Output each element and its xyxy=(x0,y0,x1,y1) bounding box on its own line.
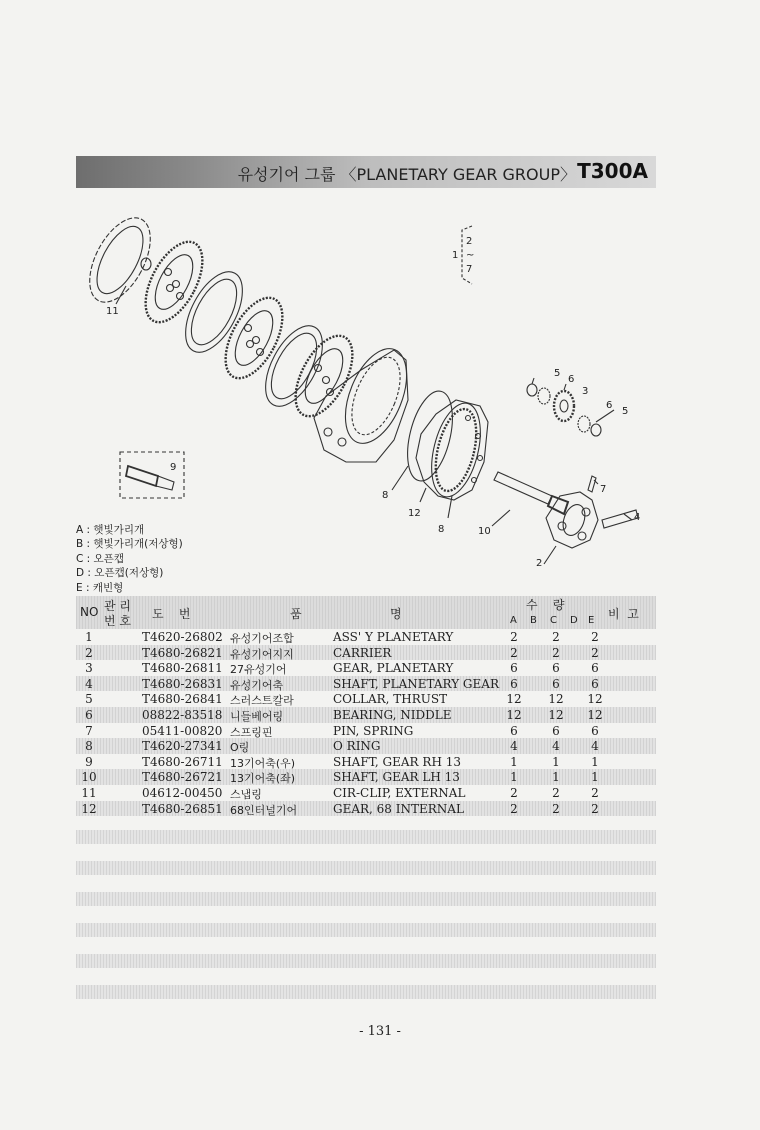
col-remarks: 비 고 xyxy=(608,607,639,621)
cell-qty-c: 12 xyxy=(548,707,564,722)
col-mgmt-bottom: 번 호 xyxy=(104,614,131,628)
gear-shaft-10 xyxy=(494,472,552,504)
cell-qty-a: 1 xyxy=(510,754,518,769)
table-row xyxy=(76,691,656,707)
cell-name-korean: 유성기어지지 xyxy=(230,647,294,661)
callout: 5 xyxy=(622,406,629,417)
cell-drawing-number: T4620-26802 xyxy=(142,630,223,644)
callout: 6 xyxy=(568,374,575,385)
cell-qty-a: 2 xyxy=(510,630,518,644)
cell-qty-e: 2 xyxy=(591,801,599,816)
detail-box-9 xyxy=(120,452,184,498)
o-ring-8 xyxy=(399,387,460,486)
table-row xyxy=(76,676,656,692)
callout: 4 xyxy=(634,512,641,523)
col-qty-b: B xyxy=(530,615,537,626)
disc-2 xyxy=(134,233,214,331)
carrier-2 xyxy=(546,492,598,548)
bearing-6b xyxy=(578,416,590,432)
callout: 11 xyxy=(106,306,119,317)
cell-qty-e: 2 xyxy=(591,785,599,800)
cell-name-english: BEARING, NIDDLE xyxy=(333,707,452,722)
table-row xyxy=(76,738,656,754)
cell-no: 2 xyxy=(85,645,93,660)
cell-qty-c: 2 xyxy=(552,630,560,644)
cell-name-english: PIN, SPRING xyxy=(333,723,414,738)
legend-item: A : 햇빛가리개 xyxy=(76,524,145,536)
section-title-bar xyxy=(76,156,656,188)
planet-gear-3 xyxy=(554,391,574,421)
cell-drawing-number: 04612-00450 xyxy=(142,785,223,800)
cell-drawing-number: T4680-26841 xyxy=(142,692,223,707)
callout: 8 xyxy=(382,490,389,501)
cell-qty-e: 12 xyxy=(587,692,603,707)
cell-drawing-number: T4680-26721 xyxy=(142,770,223,785)
cell-qty-a: 2 xyxy=(510,801,518,816)
callout: 5 xyxy=(554,368,561,379)
col-name-right: 명 xyxy=(390,607,402,621)
cell-name-english: ASS' Y PLANETARY xyxy=(333,630,454,644)
cell-qty-c: 1 xyxy=(552,754,560,769)
cell-no: 6 xyxy=(85,707,93,722)
cell-drawing-number: T4680-26851 xyxy=(142,801,223,816)
cell-qty-c: 12 xyxy=(548,692,564,707)
callout: 1 xyxy=(452,250,459,261)
col-name-left: 품 xyxy=(290,607,302,621)
cell-qty-e: 4 xyxy=(591,739,599,754)
col-drawing: 도 번 xyxy=(152,607,191,621)
cell-no: 11 xyxy=(81,785,97,800)
cell-name-korean: 13기어축(우) xyxy=(230,756,296,770)
cell-qty-a: 12 xyxy=(506,707,522,722)
cell-qty-e: 6 xyxy=(591,723,599,738)
callout: ~ xyxy=(466,250,475,261)
cell-qty-a: 6 xyxy=(510,661,518,676)
shaft-pin-4 xyxy=(602,510,641,528)
legend-item: C : 오픈캡 xyxy=(76,552,124,565)
cell-no: 9 xyxy=(85,754,93,769)
table-row xyxy=(76,769,656,785)
callout: 10 xyxy=(478,526,491,537)
callout: 9 xyxy=(170,462,177,473)
cell-no: 3 xyxy=(85,661,93,676)
callout: 6 xyxy=(606,400,613,411)
cell-qty-e: 1 xyxy=(591,754,599,769)
callout: 7 xyxy=(466,264,473,275)
cell-name-english: SHAFT, GEAR RH 13 xyxy=(333,754,461,769)
table-row xyxy=(76,723,656,739)
collar-5 xyxy=(527,384,537,396)
cell-qty-c: 6 xyxy=(552,723,560,738)
cell-no: 1 xyxy=(85,630,93,644)
cell-qty-e: 1 xyxy=(591,770,599,785)
cell-name-english: GEAR, PLANETARY xyxy=(333,661,454,676)
col-qty-c: C xyxy=(550,615,557,626)
cell-qty-e: 6 xyxy=(591,676,599,691)
cell-name-english: GEAR, 68 INTERNAL xyxy=(333,801,464,816)
cell-name-korean: O링 xyxy=(230,741,250,755)
callout: 7 xyxy=(600,484,607,495)
cell-qty-c: 6 xyxy=(552,676,560,691)
cell-qty-a: 4 xyxy=(510,739,518,754)
cell-qty-a: 6 xyxy=(510,676,518,691)
callout: 2 xyxy=(466,236,473,247)
cell-qty-c: 4 xyxy=(552,739,560,754)
table-row xyxy=(76,785,656,801)
model-code: T300A xyxy=(577,159,648,183)
cell-qty-c: 6 xyxy=(552,661,560,676)
legend-item: D : 오픈캡(저상형) xyxy=(76,567,164,580)
cell-qty-a: 2 xyxy=(510,785,518,800)
table-row xyxy=(76,645,656,661)
col-qty-e: E xyxy=(588,615,595,626)
cell-name-english: CIR-CLIP, EXTERNAL xyxy=(333,785,466,800)
section-title: 유성기어 그룹 〈PLANETARY GEAR GROUP〉 xyxy=(237,165,576,184)
callout: 8 xyxy=(438,524,445,535)
cell-drawing-number: T4680-26831 xyxy=(142,676,223,691)
col-qty-a: A xyxy=(510,615,517,626)
cell-drawing-number: 05411-00820 xyxy=(142,723,223,738)
table-header xyxy=(76,596,656,629)
blank-rows xyxy=(76,830,656,1000)
disc-3 xyxy=(174,263,254,361)
cell-name-english: O RING xyxy=(333,739,381,754)
collar-5b xyxy=(591,424,601,436)
cell-no: 10 xyxy=(81,770,97,785)
cell-qty-e: 12 xyxy=(587,707,603,722)
cell-no: 5 xyxy=(85,692,93,707)
cell-name-korean: 13기어축(좌) xyxy=(230,772,296,786)
cell-qty-a: 12 xyxy=(506,692,522,707)
cell-name-english: SHAFT, GEAR LH 13 xyxy=(333,770,460,785)
cell-drawing-number: T4680-26811 xyxy=(142,661,223,676)
cell-no: 4 xyxy=(85,676,93,691)
cell-drawing-number: 08822-83518 xyxy=(142,707,223,722)
cell-no: 12 xyxy=(81,801,97,816)
col-qty: 수 량 xyxy=(526,598,565,612)
callout: 12 xyxy=(408,508,421,519)
cell-name-korean: 스러스트칼라 xyxy=(230,694,294,708)
cell-name-korean: 니들베어링 xyxy=(230,709,284,723)
cell-qty-a: 6 xyxy=(510,723,518,738)
col-qty-d: D xyxy=(570,615,578,626)
parts-table xyxy=(76,596,656,816)
cell-name-korean: 스프링핀 xyxy=(230,725,273,739)
cell-name-korean: 27유성기어 xyxy=(230,663,287,677)
cell-qty-a: 2 xyxy=(510,645,518,660)
cell-drawing-number: T4620-27341 xyxy=(142,739,223,754)
col-mgmt-top: 관 리 xyxy=(104,599,131,613)
cell-qty-c: 2 xyxy=(552,645,560,660)
cell-drawing-number: T4680-26711 xyxy=(142,754,223,769)
page-number: - 131 - xyxy=(359,1024,401,1039)
table-row xyxy=(76,707,656,723)
legend-item: B : 햇빛가리개(저상형) xyxy=(76,538,183,551)
cell-name-korean: 스냅링 xyxy=(230,787,262,801)
table-row xyxy=(76,660,656,676)
cell-qty-e: 2 xyxy=(591,645,599,660)
table-row xyxy=(76,629,656,645)
cell-no: 7 xyxy=(85,723,93,738)
disc-4 xyxy=(214,289,294,387)
model-legend xyxy=(76,523,183,595)
cell-qty-c: 2 xyxy=(552,785,560,800)
cell-name-korean: 유성기어축 xyxy=(230,678,284,692)
callout: 2 xyxy=(536,558,543,569)
legend-item: E : 캐빈형 xyxy=(76,581,124,594)
cell-qty-e: 6 xyxy=(591,661,599,676)
table-row xyxy=(76,801,656,817)
cell-name-korean: 68인터널기어 xyxy=(230,803,298,817)
cell-drawing-number: T4680-26821 xyxy=(142,645,223,660)
bearing-6 xyxy=(538,388,550,404)
cell-qty-c: 2 xyxy=(552,801,560,816)
cell-name-english: CARRIER xyxy=(333,645,392,660)
cell-no: 8 xyxy=(85,739,93,754)
cell-name-korean: 유성기어조합 xyxy=(230,632,294,645)
callout: 3 xyxy=(582,386,589,397)
cell-qty-a: 1 xyxy=(510,770,518,785)
col-no: NO xyxy=(80,605,99,619)
cell-qty-e: 2 xyxy=(591,630,599,644)
cell-name-english: SHAFT, PLANETARY GEAR xyxy=(333,676,499,691)
cell-name-english: COLLAR, THRUST xyxy=(333,692,448,707)
spring-pin-7 xyxy=(588,476,596,492)
cell-qty-c: 1 xyxy=(552,770,560,785)
table-row xyxy=(76,754,656,770)
